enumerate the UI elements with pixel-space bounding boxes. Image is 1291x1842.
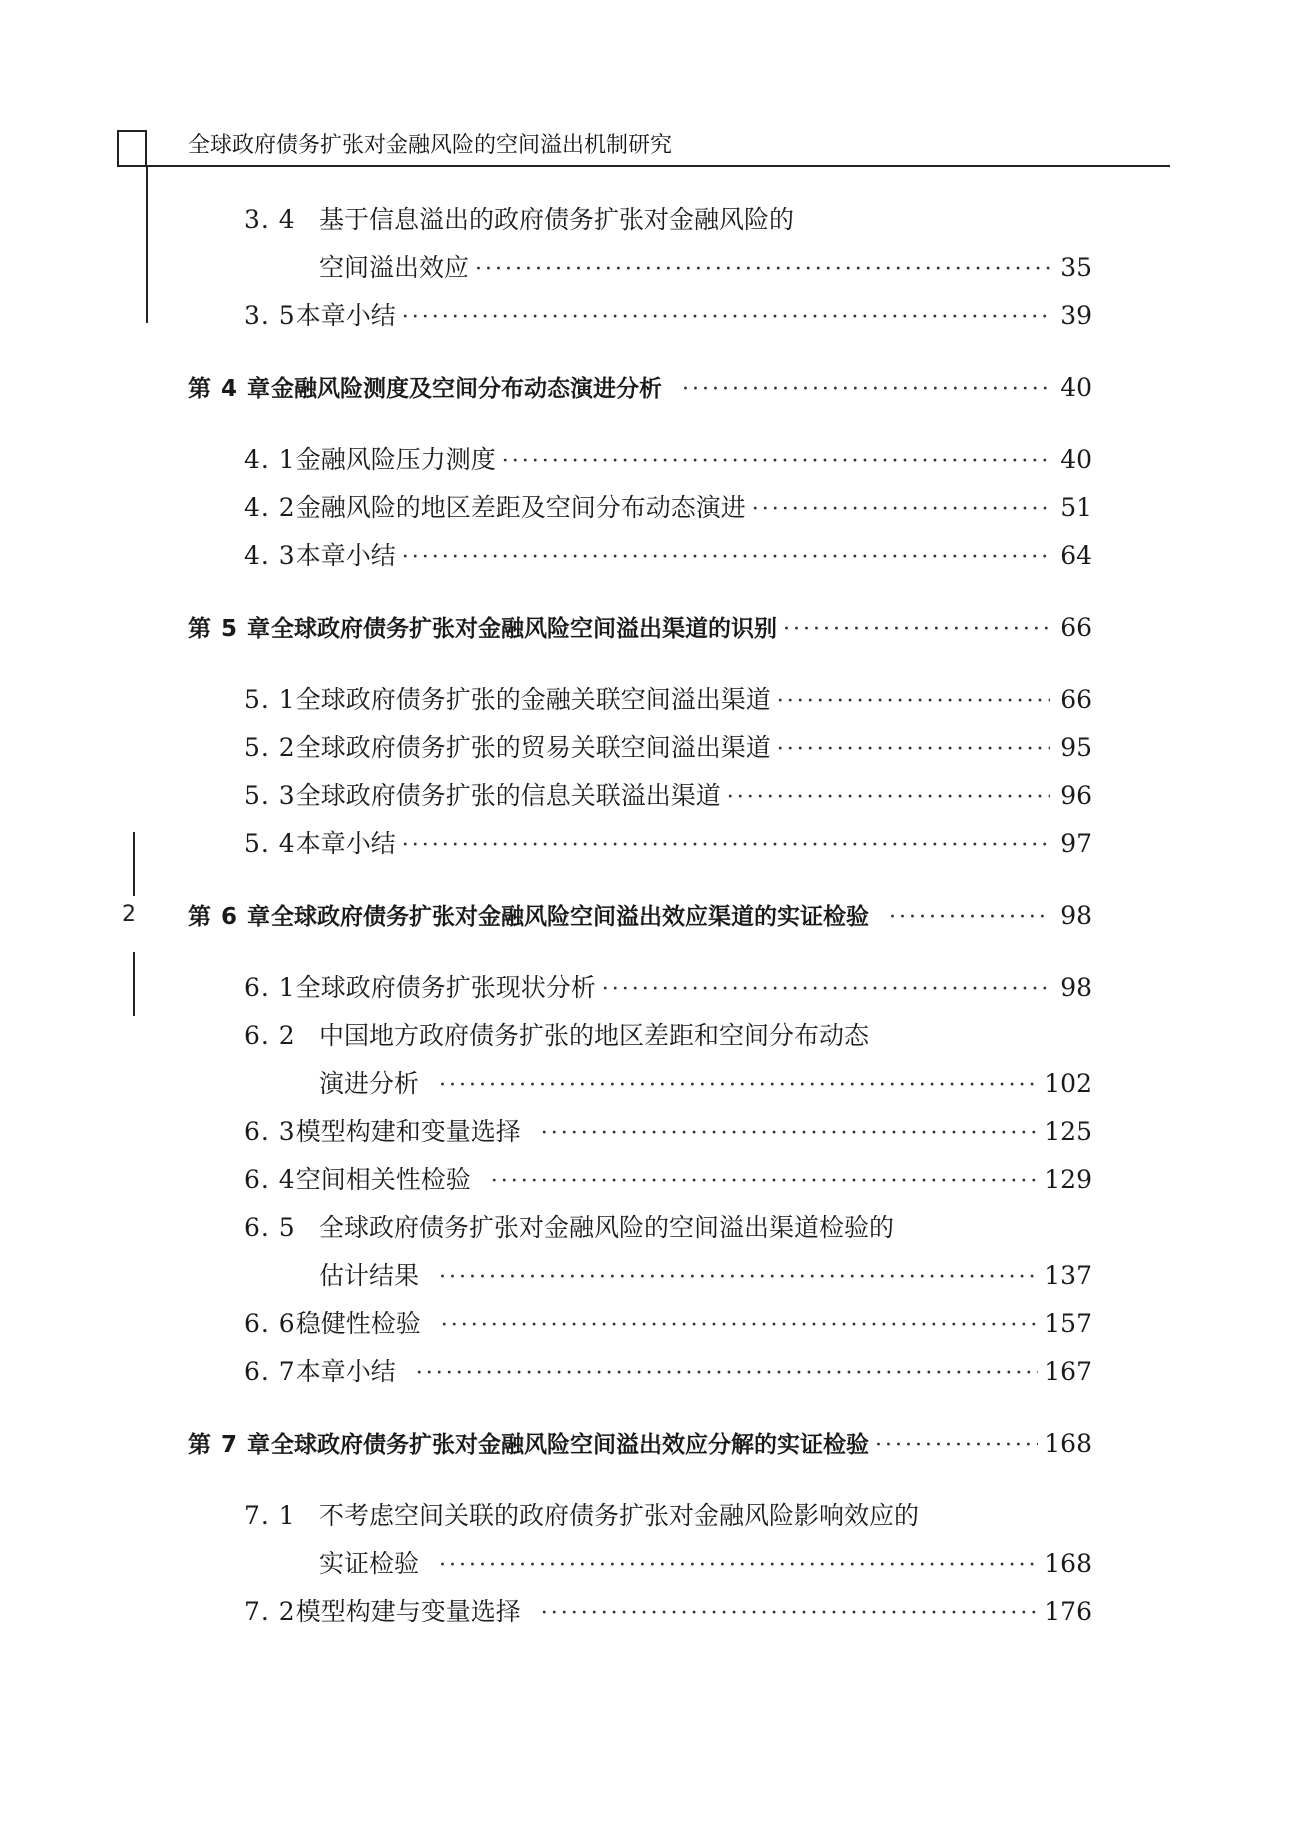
toc-page: 40	[1060, 445, 1092, 474]
toc-leader	[491, 1162, 1039, 1202]
toc-title: 基于信息溢出的政府债务扩张对金融风险的	[319, 205, 795, 234]
toc-title: 空间相关性检验	[295, 1165, 471, 1194]
toc-leader	[416, 1354, 1039, 1394]
toc-page: 97	[1060, 829, 1092, 858]
toc-number: 6. 1	[244, 973, 296, 1002]
toc-number: 6. 7	[244, 1357, 296, 1386]
toc-chapter-5[interactable]	[188, 608, 1092, 648]
toc-leader	[439, 1258, 1038, 1298]
toc-entry-5-2[interactable]	[244, 728, 1092, 768]
toc-number: 5. 4	[244, 829, 296, 858]
toc-page: 167	[1044, 1357, 1092, 1386]
toc-page: 39	[1060, 301, 1092, 330]
toc-entry-3-4[interactable]	[244, 200, 1092, 240]
toc-title: 稳健性检验	[295, 1309, 421, 1338]
toc-page: 176	[1044, 1597, 1092, 1626]
toc-title: 本章小结	[295, 541, 396, 570]
toc-leader	[402, 298, 1050, 338]
running-header-title: 全球政府债务扩张对金融风险的空间溢出机制研究	[188, 133, 673, 158]
toc-page: 98	[1060, 901, 1092, 930]
toc-page: 102	[1044, 1069, 1092, 1098]
toc-page: 98	[1060, 973, 1092, 1002]
toc-leader	[475, 250, 1050, 290]
toc-title: 全球政府债务扩张的金融关联空间溢出渠道	[295, 685, 771, 714]
toc-number: 6. 5	[244, 1213, 296, 1242]
toc-title: 金融风险测度及空间分布动态演进分析	[271, 376, 663, 402]
toc-title: 全球政府债务扩张现状分析	[295, 973, 596, 1002]
toc-title: 演进分析	[319, 1069, 420, 1098]
toc-entry-6-4[interactable]	[244, 1160, 1092, 1200]
toc-number: 6. 6	[244, 1309, 296, 1338]
page-number-rule-top	[133, 832, 135, 896]
toc-page: 66	[1060, 685, 1092, 714]
toc-leader	[875, 1426, 1038, 1466]
toc-page: 137	[1044, 1261, 1092, 1290]
toc-title: 全球政府债务扩张的贸易关联空间溢出渠道	[295, 733, 771, 762]
toc-title: 不考虑空间关联的政府债务扩张对金融风险影响效应的	[319, 1501, 920, 1530]
toc-title: 金融风险的地区差距及空间分布动态演进	[295, 493, 746, 522]
toc-title: 全球政府债务扩张对金融风险空间溢出渠道的识别	[271, 616, 778, 642]
page-number: 2	[122, 902, 136, 927]
toc-leader	[727, 778, 1050, 818]
toc-leader	[402, 826, 1050, 866]
toc-entry-7-2[interactable]	[244, 1592, 1092, 1632]
toc-page: 168	[1044, 1429, 1092, 1458]
toc-leader	[777, 730, 1050, 770]
toc-leader	[783, 610, 1050, 650]
toc-leader	[541, 1594, 1039, 1634]
toc-title: 模型构建和变量选择	[295, 1117, 521, 1146]
toc-number: 3. 5	[244, 301, 296, 330]
toc-page: 95	[1060, 733, 1092, 762]
toc-entry-6-5-cont[interactable]	[319, 1256, 1092, 1296]
header-corner-box	[117, 130, 147, 166]
toc-page: 168	[1044, 1549, 1092, 1578]
toc-leader	[402, 538, 1050, 578]
toc-title: 模型构建与变量选择	[295, 1597, 521, 1626]
toc-number: 7. 2	[244, 1597, 296, 1626]
toc-leader	[682, 370, 1050, 410]
toc-title: 本章小结	[295, 1357, 396, 1386]
toc-number: 5. 1	[244, 685, 296, 714]
toc-page: 157	[1044, 1309, 1092, 1338]
toc-page: 66	[1060, 613, 1092, 642]
toc-number: 4. 1	[244, 445, 296, 474]
toc-entry-5-1[interactable]	[244, 680, 1092, 720]
toc-number: 5. 2	[244, 733, 296, 762]
toc-page: 129	[1044, 1165, 1092, 1194]
toc-page: 96	[1060, 781, 1092, 810]
toc-leader	[439, 1546, 1038, 1586]
toc-entry-3-4-cont[interactable]	[319, 248, 1092, 288]
toc-entry-4-1[interactable]	[244, 440, 1092, 480]
toc-title: 本章小结	[295, 829, 396, 858]
toc-entry-6-6[interactable]	[244, 1304, 1092, 1344]
toc-entry-6-2[interactable]	[244, 1016, 1092, 1056]
toc-chapter-7[interactable]	[188, 1424, 1092, 1464]
toc-number: 5. 3	[244, 781, 296, 810]
toc-page: 35	[1060, 253, 1092, 282]
toc-page: 125	[1044, 1117, 1092, 1146]
toc-number: 4. 3	[244, 541, 296, 570]
toc-leader	[441, 1306, 1039, 1346]
toc-leader	[502, 442, 1050, 482]
header-rule	[117, 165, 1170, 167]
toc-title: 空间溢出效应	[319, 253, 470, 282]
toc-title: 全球政府债务扩张的信息关联溢出渠道	[295, 781, 721, 810]
toc-chapter-6[interactable]	[188, 896, 1092, 936]
toc-title: 中国地方政府债务扩张的地区差距和空间分布动态	[319, 1021, 870, 1050]
toc-entry-4-2[interactable]	[244, 488, 1092, 528]
toc-entry-4-3[interactable]	[244, 536, 1092, 576]
toc-leader	[602, 970, 1050, 1010]
toc-entry-6-2-cont[interactable]	[319, 1064, 1092, 1104]
toc-number: 第 6 章	[188, 904, 272, 930]
toc-entry-3-5[interactable]	[244, 296, 1092, 336]
toc-entry-6-3[interactable]	[244, 1112, 1092, 1152]
header-vertical-rule	[146, 165, 148, 323]
toc-page: 51	[1060, 493, 1092, 522]
toc-number: 7. 1	[244, 1501, 296, 1530]
toc-number: 第 5 章	[188, 616, 272, 642]
toc-entry-5-4[interactable]	[244, 824, 1092, 864]
toc-title: 全球政府债务扩张对金融风险的空间溢出渠道检验的	[319, 1213, 895, 1242]
toc-title: 估计结果	[319, 1261, 420, 1290]
toc-leader	[777, 682, 1050, 722]
toc-number: 第 4 章	[188, 376, 272, 402]
toc-entry-6-7[interactable]	[244, 1352, 1092, 1392]
toc-number: 第 7 章	[188, 1432, 272, 1458]
toc-title: 全球政府债务扩张对金融风险空间溢出效应渠道的实证检验	[271, 904, 870, 930]
toc-number: 6. 2	[244, 1021, 296, 1050]
toc-entry-6-5[interactable]	[244, 1208, 1092, 1248]
toc-title: 实证检验	[319, 1549, 420, 1578]
toc-chapter-4[interactable]	[188, 368, 1092, 408]
toc-entry-7-1-cont[interactable]	[319, 1544, 1092, 1584]
toc-number: 6. 4	[244, 1165, 296, 1194]
toc-entry-5-3[interactable]	[244, 776, 1092, 816]
toc-number: 4. 2	[244, 493, 296, 522]
toc-entry-7-1[interactable]	[244, 1496, 1092, 1536]
toc-title: 金融风险压力测度	[295, 445, 496, 474]
toc-entry-6-1[interactable]	[244, 968, 1092, 1008]
toc-number: 3. 4	[244, 205, 296, 234]
toc-leader	[541, 1114, 1039, 1154]
toc-number: 6. 3	[244, 1117, 296, 1146]
toc-leader	[752, 490, 1050, 530]
toc-leader	[889, 898, 1050, 938]
toc-leader	[439, 1066, 1038, 1106]
toc-title: 本章小结	[295, 301, 396, 330]
toc-page: 64	[1060, 541, 1092, 570]
toc-title: 全球政府债务扩张对金融风险空间溢出效应分解的实证检验	[271, 1432, 870, 1458]
page-number-rule-bottom	[133, 952, 135, 1016]
toc-page: 40	[1060, 373, 1092, 402]
